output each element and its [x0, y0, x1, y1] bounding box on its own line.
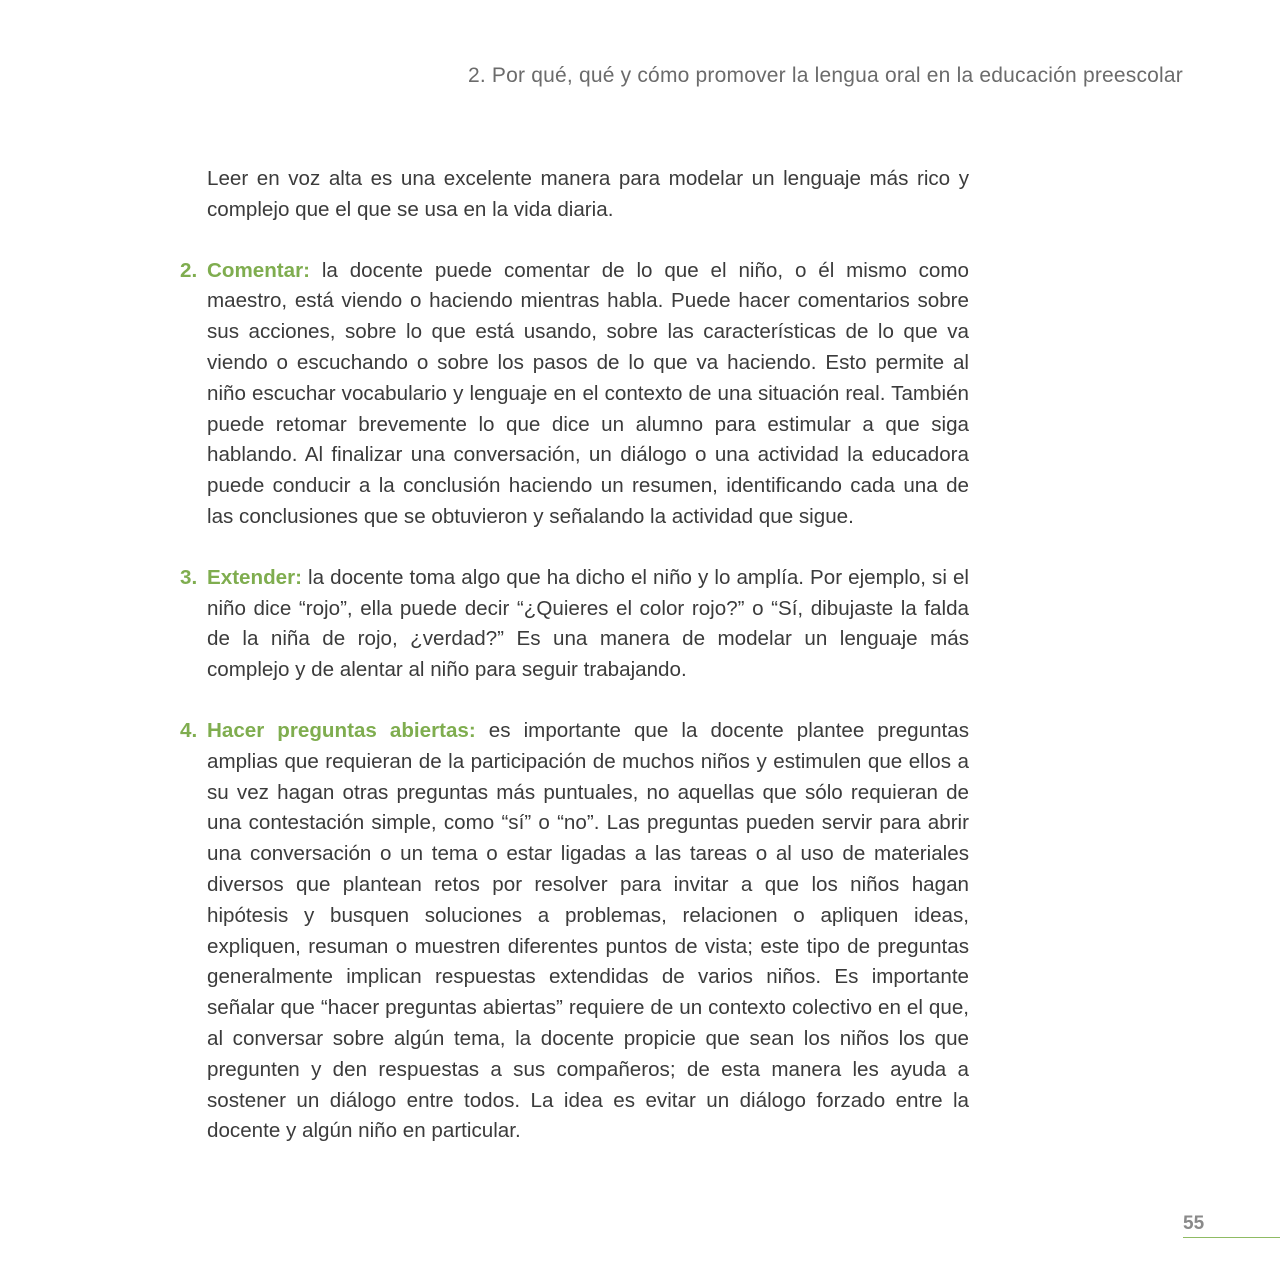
list-item-text: es importante que la docente plantee preguntas amplias que requieran de la participación de muchos niños y estimulen que ellos a su vez hagan otras preguntas más puntuales, no aquellas que sólo requieran de una contestación simple, como “sí” o “no”. Las preguntas pueden servir para abrir una conversación o un tema o estar ligadas a las tareas o al uso de materiales diversos que plantean retos por resolver para invitar a que los niños hagan hipótesis y busquen soluciones a problemas, relacionen o apliquen ideas, expliquen, resuman o muestren diferentes puntos de vista; este tipo de preguntas generalmente implican respuestas extendidas de varios niños. Es importante señalar que “hacer preguntas abiertas” requiere de un contexto colectivo en el que, al conversar sobre algún tema, la docente propicie que sean los niños los que pregunten y den respuestas a sus compañeros; de esta manera les ayuda a sostener un diálogo entre todos. La idea es evitar un diálogo forzado entre la docente y algún niño en particular.	[207, 718, 969, 1143]
page-content	[180, 164, 969, 1147]
list-item-extender	[180, 563, 969, 686]
list-item-term: Comentar:	[207, 258, 310, 282]
page-number: 55	[1183, 1213, 1205, 1234]
list-item-paragraph	[207, 256, 969, 533]
list-item-comentar	[180, 256, 969, 533]
intro-paragraph: Leer en voz alta es una excelente manera para modelar un lenguaje más rico y complejo que el que se usa en la vida diaria.	[207, 167, 969, 221]
list-item-number: 4.	[180, 718, 198, 742]
list-item-term: Extender:	[207, 565, 302, 589]
running-header: 2. Por qué, qué y cómo promover la lengua oral en la educación preescolar	[467, 64, 1183, 87]
list-item-paragraph	[207, 716, 969, 1147]
list-item-text: la docente toma algo que ha dicho el niño y lo amplía. Por ejemplo, si el niño dice “rojo”, ella puede decir “¿Quieres el color rojo?” o “Sí, dibujaste la falda de la niña de rojo, ¿verdad?” Es una manera de modelar un lenguaje más complejo y de alentar al niño para seguir trabajando.	[207, 565, 969, 682]
list-item-number: 3.	[180, 565, 198, 589]
list-item-number: 2.	[180, 258, 198, 282]
list-item-paragraph	[207, 563, 969, 686]
page-footer-rule	[1183, 1213, 1280, 1238]
list-item-text: la docente puede comentar de lo que el niño, o él mismo como maestro, está viendo o haciendo mientras habla. Puede hacer comentarios sobre sus acciones, sobre lo que está usando, sobre las características de lo que va viendo o escuchando o sobre los pasos de lo que va haciendo. Esto permite al niño escuchar vocabulario y lenguaje en el contexto de una situación real. También puede retomar brevemente lo que dice un alumno para estimular a que siga hablando. Al finalizar una conversación, un diálogo o una actividad la educadora puede conducir a la conclusión haciendo un resumen, identificando cada una de las conclusiones que se obtuvieron y señalando la actividad que sigue.	[207, 258, 969, 528]
list-item-term: Hacer preguntas abiertas:	[207, 718, 476, 742]
list-item-hacer-preguntas-abiertas	[180, 716, 969, 1147]
